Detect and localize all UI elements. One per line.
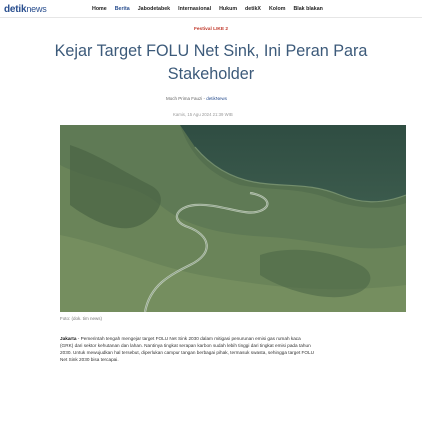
nav-item-berita[interactable]: Berita: [114, 6, 130, 12]
top-navigation-bar: [0, 0, 422, 18]
nav-item-kolom[interactable]: Kolom: [268, 6, 286, 12]
dateline: Jakarta: [60, 336, 77, 341]
nav-item-hukum[interactable]: Hukum: [219, 6, 238, 12]
article-title-line-2: Stakeholder: [167, 65, 255, 83]
photo-caption: Foto: (dok. tim news): [60, 316, 103, 321]
main-nav: [92, 5, 323, 13]
nav-item-internasional[interactable]: Internasional: [178, 6, 212, 12]
source-name[interactable]: detikNews: [206, 96, 228, 101]
article-body: [60, 336, 315, 364]
article-title-line-1: Kejar Target FOLU Net Sink, Ini Peran Para: [54, 42, 368, 60]
nav-item-jabodetabek[interactable]: Jabodetabek: [137, 6, 171, 12]
publish-date: Kamis, 15 Agu 2024 21:39 WIB: [173, 112, 233, 117]
article-title: [20, 40, 402, 86]
article-body-text: - Pemerintah tengah mengejar target FOLU Net Sink 2030 dalam mitigasi penurunan emisi gas rumah kaca (GRK) dari sektor kehutanan dan lahan. Nantinya tingkat serapan karbon sudah lebih tinggi dari tingkat emisi pada tahun 2030. Untuk mewujudkan hal tersebut, diperlukan campur tangan berbagai pihak, termasuk swasta, sehingga target FOLU Net Sink 2030 bisa tercapai.: [60, 336, 315, 362]
article-byline: [166, 96, 227, 101]
logo-sub-text: news: [26, 4, 47, 14]
article-label[interactable]: Festival LIKE 2: [193, 27, 229, 32]
nav-item-detikx[interactable]: detikX: [245, 6, 261, 12]
aerial-forest-image: [60, 125, 406, 312]
logo-main-text: detik: [4, 4, 27, 15]
site-logo[interactable]: [4, 3, 47, 16]
byline-separator: -: [202, 96, 207, 101]
nav-item-home[interactable]: Home: [92, 6, 107, 12]
author-name[interactable]: Moch Prima Fauzi: [166, 96, 203, 101]
article-photo[interactable]: [60, 125, 406, 312]
nav-item-blak-blakan[interactable]: Blak blakan: [293, 6, 323, 12]
